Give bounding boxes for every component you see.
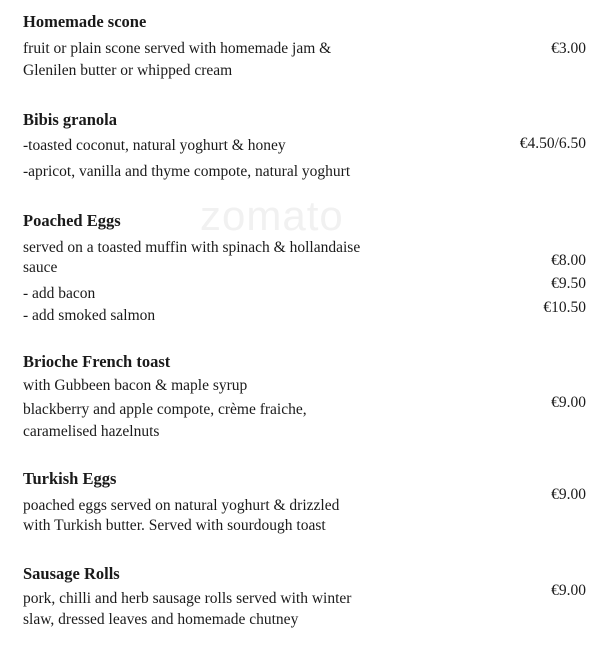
item-description: - add smoked salmon [23,307,156,324]
item-description: slaw, dressed leaves and homemade chutney [23,611,299,628]
item-price: €9.00 [551,394,586,411]
item-price: €4.50/6.50 [519,135,586,152]
item-description: poached eggs served on natural yoghurt & drizzled [23,497,340,514]
item-description: -apricot, vanilla and thyme compote, natural yoghurt [23,163,351,180]
item-price: €9.50 [551,275,586,292]
item-price: €9.00 [551,582,586,599]
item-description: caramelised hazelnuts [23,423,160,440]
item-description: - add bacon [23,285,96,302]
item-description: fruit or plain scone served with homemade jam & [23,40,332,57]
item-title: Turkish Eggs [23,469,117,488]
item-title: Homemade scone [23,12,147,31]
item-description: Glenilen butter or whipped cream [23,62,233,79]
item-description: blackberry and apple compote, crème fraiche, [23,401,307,418]
zomato-watermark: zomato [200,192,344,239]
item-title: Bibis granola [23,110,117,129]
item-price: €10.50 [543,299,586,316]
item-title: Poached Eggs [23,211,121,230]
item-description: -toasted coconut, natural yoghurt & honey [23,137,286,154]
item-title: Brioche French toast [23,352,171,371]
item-description: sauce [23,259,58,276]
item-description: with Gubbeen bacon & maple syrup [23,377,248,394]
item-description: served on a toasted muffin with spinach & hollandaise [23,239,361,256]
item-description: with Turkish butter. Served with sourdough toast [23,517,326,534]
item-price: €8.00 [551,252,586,269]
item-price: €9.00 [551,486,586,503]
item-title: Sausage Rolls [23,564,120,583]
item-price: €3.00 [551,40,586,57]
item-description: pork, chilli and herb sausage rolls served with winter [23,590,352,607]
